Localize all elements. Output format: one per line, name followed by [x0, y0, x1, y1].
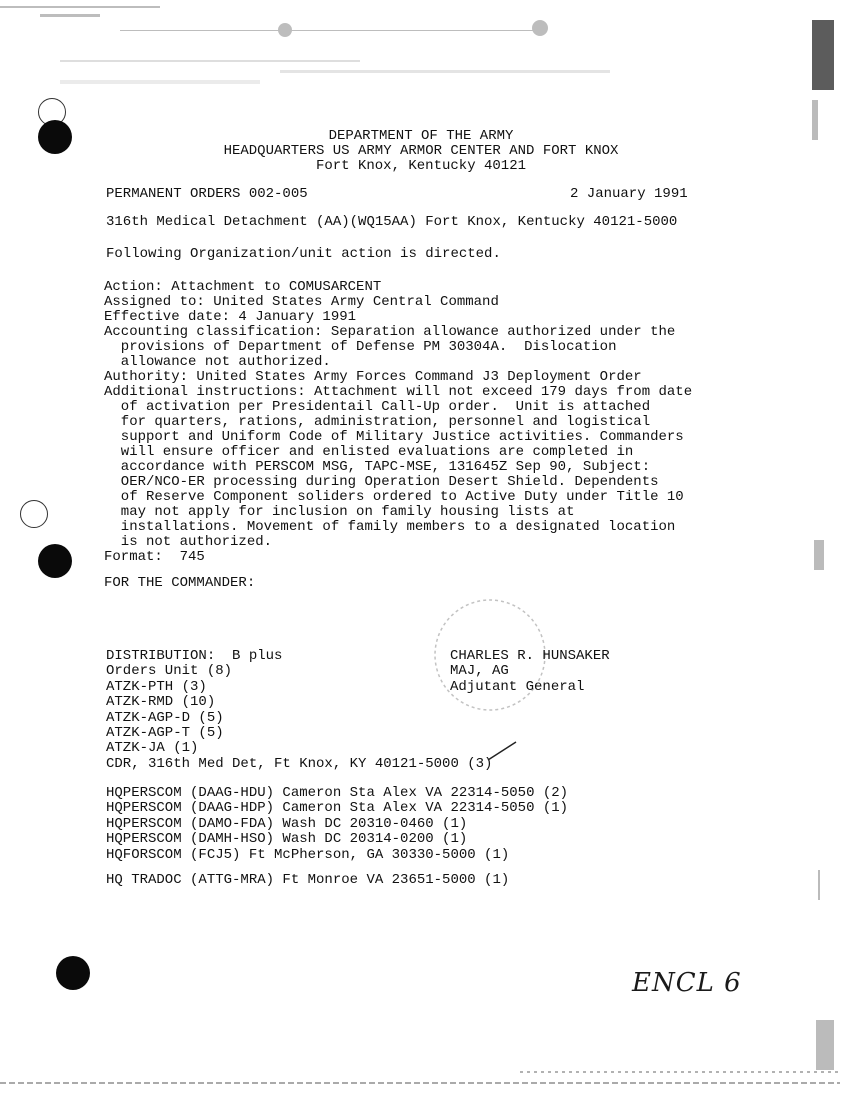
- hq-distribution-item: HQPERSCOM (DAMO-FDA) Wash DC 20310-0460 (1): [106, 815, 468, 832]
- body-line: Additional instructions: Attachment will not exceed 179 days from date: [104, 384, 693, 400]
- header-headquarters: HEADQUARTERS US ARMY ARMOR CENTER AND FORT KNOX: [223, 143, 619, 159]
- body-line: Effective date: 4 January 1991: [104, 309, 357, 325]
- distribution-item: ATZK-PTH (3): [106, 678, 207, 695]
- body-line: will ensure officer and enlisted evaluations are completed in: [104, 444, 634, 460]
- body-line: is not authorized.: [104, 534, 273, 550]
- punch-hole-ring-middle: [20, 500, 48, 528]
- distribution-item: DISTRIBUTION: B plus: [106, 648, 283, 664]
- body-line: provisions of Department of Defense PM 30304A. Dislocation: [104, 339, 617, 355]
- distribution-item: ATZK-JA (1): [106, 740, 199, 757]
- orders-unit-line: 316th Medical Detachment (AA)(WQ15AA) Fort Knox, Kentucky 40121-5000: [106, 214, 678, 230]
- hq-distribution-item: HQPERSCOM (DAAG-HDU) Cameron Sta Alex VA 22314-5050 (2): [106, 785, 569, 801]
- body-line: of Reserve Component soliders ordered to Active Duty under Title 10: [104, 489, 684, 505]
- distribution-item: CDR, 316th Med Det, Ft Knox, KY 40121-5000 (3): [106, 755, 493, 772]
- body-line: Accounting classification: Separation allowance authorized under the: [104, 324, 676, 340]
- tradoc-distribution-line: HQ TRADOC (ATTG-MRA) Ft Monroe VA 23651-5000 (1): [106, 872, 510, 888]
- body-line: support and Uniform Code of Military Justice activities. Commanders: [104, 429, 684, 445]
- hq-distribution-item: HQPERSCOM (DAAG-HDP) Cameron Sta Alex VA 22314-5050 (1): [106, 800, 569, 817]
- scan-noise-bottom: [0, 1060, 850, 1090]
- body-line: for quarters, rations, administration, personnel and logistical: [104, 414, 651, 430]
- scan-noise-top: [0, 0, 850, 110]
- body-line: allowance not authorized.: [104, 354, 331, 370]
- orders-directive: Following Organization/unit action is directed.: [106, 246, 501, 262]
- distribution-item: ATZK-AGP-D (5): [106, 709, 224, 726]
- punch-hole-bottom: [56, 956, 90, 990]
- distribution-item: ATZK-AGP-T (5): [106, 725, 224, 742]
- distribution-list: [106, 649, 492, 772]
- body-line: OER/NCO-ER processing during Operation Desert Shield. Dependents: [104, 474, 659, 490]
- distribution-item: Orders Unit (8): [106, 663, 233, 680]
- signature-rank: MAJ, AG: [450, 663, 509, 680]
- header-department: DEPARTMENT OF THE ARMY: [328, 128, 514, 144]
- hq-distribution-item: HQFORSCOM (FCJ5) Ft McPherson, GA 30330-5000 (1): [106, 846, 510, 863]
- orders-date: 2 January 1991: [570, 186, 688, 202]
- body-line: Action: Attachment to COMUSARCENT: [104, 279, 382, 295]
- body-line: of activation per Presidentail Call-Up order. Unit is attached: [104, 399, 651, 415]
- body-line: accordance with PERSCOM MSG, TAPC-MSE, 131645Z Sep 90, Subject:: [104, 459, 651, 475]
- body-line: Format: 745: [104, 549, 205, 565]
- body-line: FOR THE COMMANDER:: [104, 575, 256, 591]
- signature-title: Adjutant General: [450, 678, 585, 695]
- header-location: Fort Knox, Kentucky 40121: [315, 158, 527, 174]
- signature-name: CHARLES R. HUNSAKER: [450, 648, 610, 664]
- hq-distribution-list: [106, 786, 568, 863]
- body-line: installations. Movement of family members to a designated location: [104, 519, 676, 535]
- hq-distribution-item: HQPERSCOM (DAMH-HSO) Wash DC 20314-0200 (1): [106, 831, 468, 848]
- body-line: may not apply for inclusion on family housing lists at: [104, 504, 575, 520]
- punch-hole-middle: [38, 544, 72, 578]
- handwritten-check-mark: [482, 738, 522, 768]
- orders-number: PERMANENT ORDERS 002-005: [106, 186, 308, 202]
- enclosure-handwritten-mark: ENCL 6: [632, 968, 742, 998]
- body-line: Assigned to: United States Army Central Command: [104, 294, 499, 310]
- body-line: Authority: United States Army Forces Command J3 Deployment Order: [104, 369, 642, 385]
- distribution-item: ATZK-RMD (10): [106, 694, 216, 711]
